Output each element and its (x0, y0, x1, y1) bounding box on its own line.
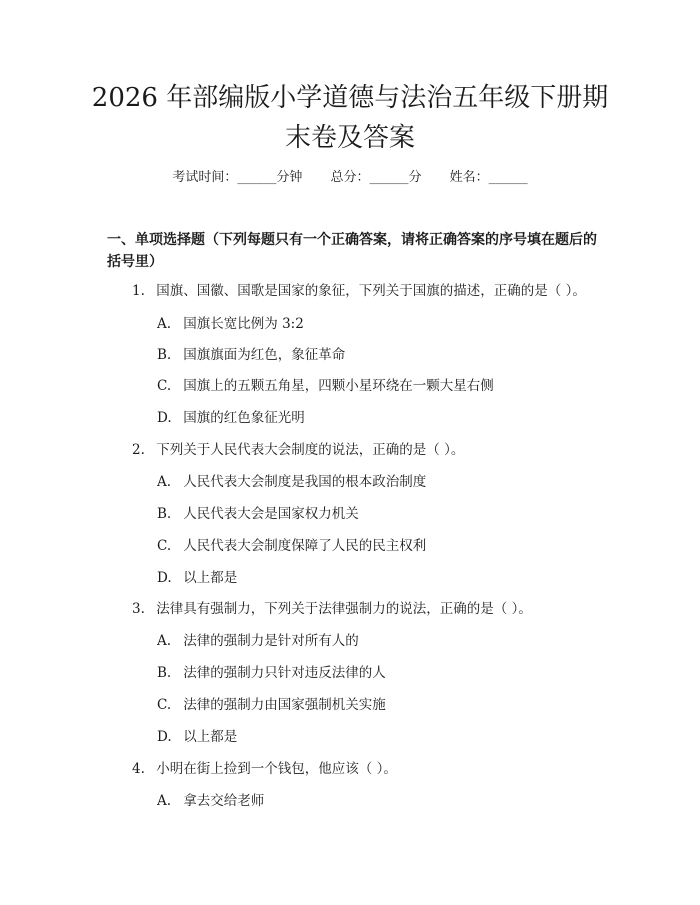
question-2 (132, 440, 612, 460)
option-text: 人民代表大会制度保障了人民的民主权利 (183, 538, 427, 554)
exam-time-label: 考试时间：______分钟 (172, 170, 303, 185)
option-1d (157, 408, 607, 428)
title-line-2: 末卷及答案 (284, 123, 415, 153)
option-4a (157, 791, 607, 811)
option-2b (157, 504, 607, 524)
option-3a (157, 631, 607, 651)
question-number: 3. (132, 601, 145, 617)
question-number: 2. (132, 442, 145, 458)
option-text: 法律的强制力由国家强制机关实施 (183, 697, 386, 713)
option-1c (157, 376, 607, 396)
option-text: 国旗旗面为红色，象征革命 (183, 347, 346, 363)
option-2c (157, 536, 607, 556)
question-3 (132, 599, 612, 619)
option-3b (157, 663, 607, 683)
option-text: 拿去交给老师 (183, 793, 265, 809)
option-2d (157, 568, 607, 588)
option-2a (157, 472, 607, 492)
question-text: 下列关于人民代表大会制度的说法，正确的是（ ）。 (156, 442, 465, 458)
student-name-label: 姓名：______ (449, 170, 528, 185)
option-text: 人民代表大会是国家权力机关 (183, 506, 359, 522)
option-3d (157, 727, 607, 747)
option-letter: B. (157, 347, 172, 363)
option-letter: D. (157, 410, 172, 426)
option-text: 国旗上的五颗五角星，四颗小星环绕在一颗大星右侧 (183, 378, 494, 394)
option-text: 以上都是 (183, 729, 238, 745)
question-1 (132, 281, 612, 301)
option-letter: C. (157, 538, 172, 554)
option-letter: C. (157, 378, 172, 394)
question-text: 小明在街上捡到一个钱包，他应该（ ）。 (156, 761, 397, 777)
option-text: 以上都是 (183, 570, 238, 586)
option-text: 国旗长宽比例为 3:2 (183, 316, 304, 332)
option-text: 法律的强制力是针对所有人的 (183, 633, 359, 649)
question-number: 1. (132, 283, 145, 299)
option-1b (157, 345, 607, 365)
option-letter: C. (157, 697, 172, 713)
option-letter: A. (157, 474, 172, 490)
option-letter: A. (157, 316, 172, 332)
section-heading: 一、单项选择题（下列每题只有一个正确答案，请将正确答案的序号填在题后的括号里） (107, 232, 597, 270)
option-text: 国旗的红色象征光明 (183, 410, 305, 426)
option-text: 人民代表大会制度是我国的根本政治制度 (183, 474, 427, 490)
total-score-label: 总分：______分 (330, 170, 422, 185)
option-letter: A. (157, 793, 172, 809)
exam-info (0, 168, 700, 188)
option-letter: A. (157, 633, 172, 649)
option-letter: B. (157, 665, 172, 681)
question-text: 法律具有强制力，下列关于法律强制力的说法，正确的是（ ）。 (156, 601, 532, 617)
title-line-1: 2026 年部编版小学道德与法治五年级下册期 (91, 83, 609, 113)
option-text: 法律的强制力只针对违反法律的人 (183, 665, 386, 681)
option-3c (157, 695, 607, 715)
question-number: 4. (132, 761, 145, 777)
option-1a (157, 314, 607, 334)
option-letter: D. (157, 729, 172, 745)
question-text: 国旗、国徽、国歌是国家的象征，下列关于国旗的描述，正确的是（ ）。 (156, 283, 586, 299)
document-title (70, 78, 630, 158)
option-letter: D. (157, 570, 172, 586)
option-letter: B. (157, 506, 172, 522)
question-4 (132, 759, 612, 779)
